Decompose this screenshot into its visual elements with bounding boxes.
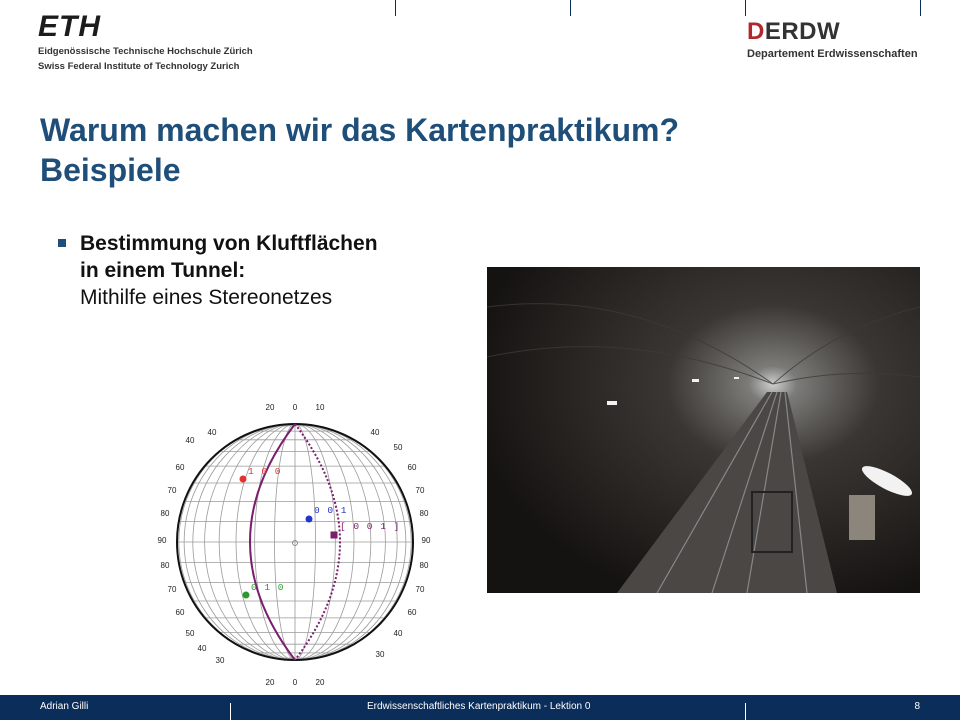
bullet-bold-text: Bestimmung von Kluftflächen in einem Tunnel: [80,232,378,282]
degree-label-right: 30 [375,650,385,659]
pole-point [243,582,285,599]
degree-label-right: 70 [415,585,425,594]
degree-label-left: 90 [157,536,167,545]
department-wordmark: DERDW [747,18,841,45]
degree-label-top: 20 [265,403,275,412]
degree-label-left: 30 [215,656,225,665]
degree-label-left: 80 [160,561,170,570]
department-name: Departement Erdwissenschaften [747,48,918,60]
degree-label-right: 90 [421,536,431,545]
bullet-normal-text: Mithilfe eines Stereonetzes [80,286,333,309]
degree-label-top: 0 [292,403,298,412]
degree-label-bottom: 20 [315,678,325,687]
bullet-item [58,230,388,311]
eth-wordmark: ETH [38,10,101,43]
eth-name-de: Eidgenössische Technische Hochschule Zürich [38,46,253,57]
footer-author: Adrian Gilli [40,701,89,712]
degree-label-left: 80 [160,509,170,518]
degree-label-bottom: 0 [292,678,298,687]
pole-marker [243,592,250,599]
footer-separator [745,703,746,720]
degree-label-top: 10 [315,403,325,412]
page-number: 8 [914,701,920,712]
footer-course: Erdwissenschaftliches Kartenpraktikum - Lektion 0 [367,701,591,712]
degree-label-right: 50 [393,443,403,452]
eth-name-en: Swiss Federal Institute of Technology Zurich [38,61,240,72]
slide-title-line2: Beispiele [40,152,181,188]
footer-bar [0,695,960,720]
degree-label-left: 60 [175,608,185,617]
footer-separator [230,703,231,720]
slide-title [40,110,900,190]
pole-label: 0 0 1 [314,505,348,516]
pole-point [306,505,348,523]
pole-marker [331,532,338,539]
degree-label-left: 40 [185,436,195,445]
degree-label-left: 60 [175,463,185,472]
degree-label-left: 50 [185,629,195,638]
pole-label: 0 1 0 [251,582,285,593]
pole-label: 1 0 0 [248,466,282,477]
degree-label-left: 40 [197,644,207,653]
pole-marker [306,516,313,523]
degree-label-left: 70 [167,585,177,594]
pole-label: [ 0 0 1 ] [340,521,401,532]
degree-label-right: 80 [419,561,429,570]
degree-label-right: 40 [393,629,403,638]
eth-logo [38,12,253,72]
degree-label-bottom: 20 [265,678,275,687]
degree-label-left: 40 [207,428,217,437]
degree-label-right: 60 [407,463,417,472]
slide-title-line1: Warum machen wir das Kartenpraktikum? [40,112,679,148]
degree-label-right: 70 [415,486,425,495]
degree-label-right: 60 [407,608,417,617]
degree-label-left: 70 [167,486,177,495]
pole-marker [240,476,247,483]
tunnel-photo [487,267,920,593]
degree-label-right: 80 [419,509,429,518]
department-logo [747,20,918,60]
bullet-marker [58,239,66,247]
pole-point [331,521,401,539]
stereonet-diagram [150,395,440,690]
degree-label-right: 40 [370,428,380,437]
